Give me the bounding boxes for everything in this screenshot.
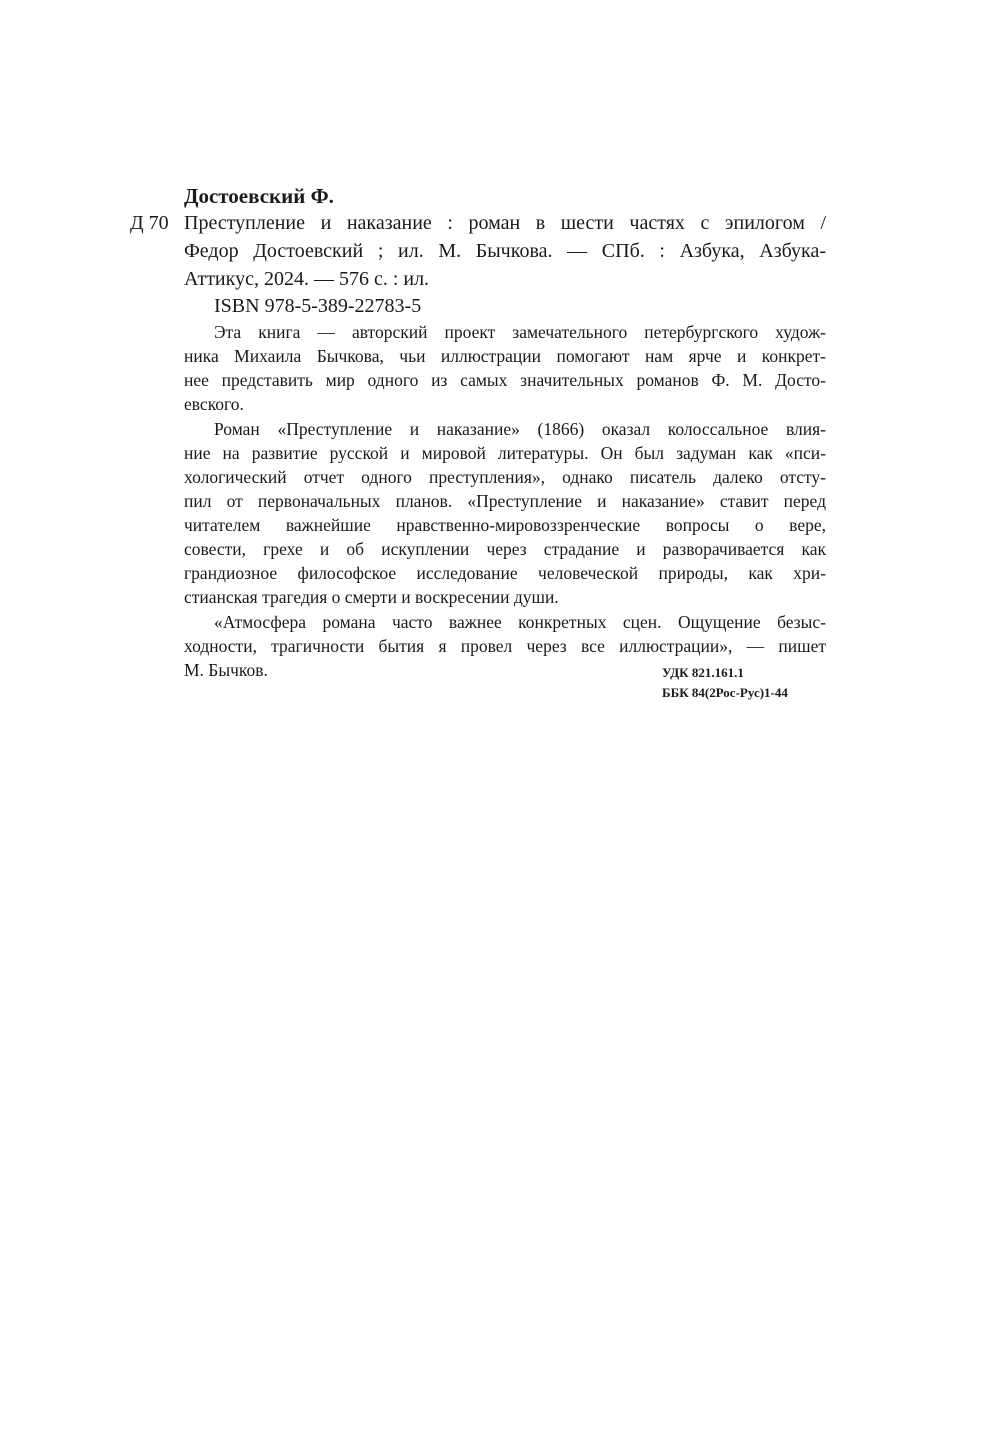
annotation-line: «Атмосфера романа часто важнее конкретных сцен. Ощущение безыс-: [214, 612, 826, 632]
annotation-line: грандиозное философское исследование человеческой природы, как хри-: [184, 563, 826, 583]
annotation-line: читателем важнейшие нравственно-мировоззренческие вопросы о вере,: [184, 515, 826, 535]
annotation-line: совести, грехе и об искуплении через страдание и разворачивается как: [184, 539, 826, 559]
annotation-line: пил от первоначальных планов. «Преступление и наказание» ставит перед: [184, 491, 826, 511]
bbk-code: ББК 84(2Рос-Рус)1-44: [662, 685, 788, 700]
annotation-line: хологический отчет одного преступления», однако писатель далеко отсту-: [184, 467, 826, 487]
annotation-line: стианская трагедия о смерти и воскресении души.: [184, 587, 559, 607]
annotation-line: ние на развитие русской и мировой литературы. Он был задуман как «пси-: [184, 443, 826, 463]
description-line: Аттикус, 2024. — 576 с. : ил.: [184, 268, 430, 290]
author-heading: Достоевский Ф.: [184, 184, 334, 208]
annotation-line: Роман «Преступление и наказание» (1866) оказал колоссальное влия-: [214, 419, 826, 439]
annotation-line: М. Бычков.: [184, 660, 268, 680]
annotation-line: ника Михаила Бычкова, чьи иллюстрации помогают нам ярче и конкрет-: [184, 346, 826, 366]
annotation-line: нее представить мир одного из самых значительных романов Ф. М. Досто-: [184, 370, 826, 390]
description-line: Преступление и наказание : роман в шести частях с эпилогом /: [184, 212, 826, 234]
annotation-line: Эта книга — авторский проект замечательного петербургского худож-: [214, 322, 826, 342]
udk-code: УДК 821.161.1: [662, 665, 744, 680]
annotation-line: евского.: [184, 394, 244, 414]
description-line: Федор Достоевский ; ил. М. Бычкова. — СПб. : Азбука, Азбука-: [184, 240, 826, 262]
isbn: ISBN 978-5-389-22783-5: [214, 295, 422, 317]
annotation-line: ходности, трагичности бытия я провел через все иллюстрации», — пишет: [184, 636, 826, 656]
shelf-mark: Д 70: [130, 212, 169, 234]
